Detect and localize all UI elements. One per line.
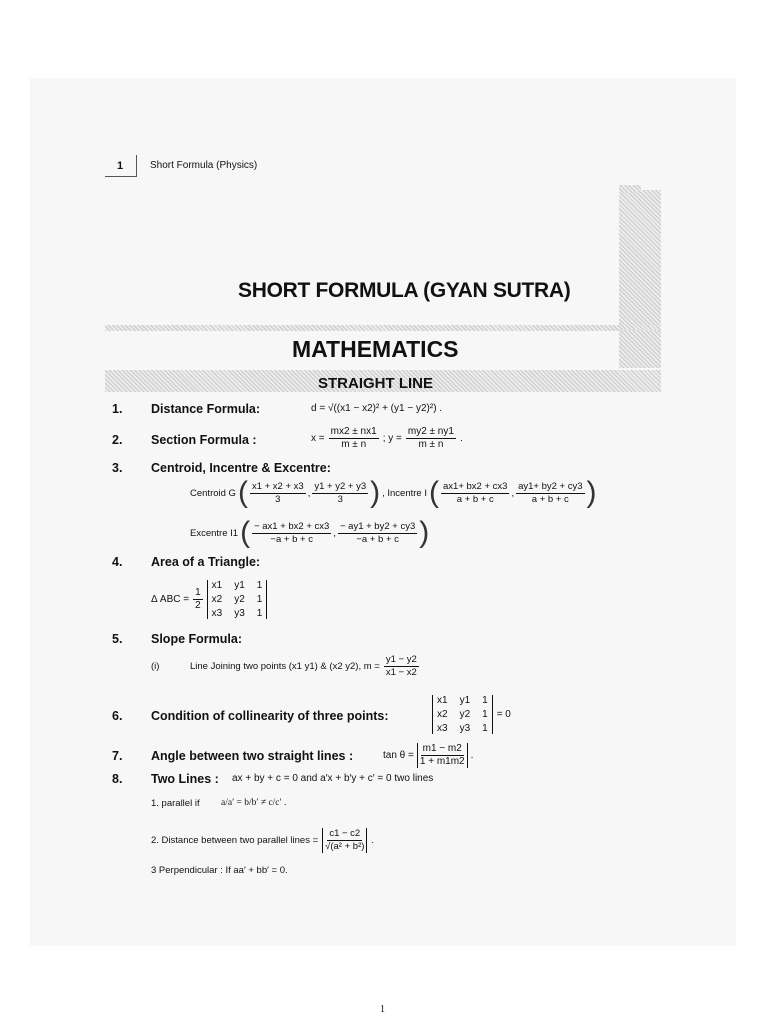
item-heading: Slope Formula: bbox=[151, 632, 242, 646]
header-divider bbox=[136, 155, 137, 177]
fraction-numerator: − ax1 + bx2 + cx3 bbox=[254, 520, 330, 532]
item-number: 7. bbox=[112, 749, 123, 763]
matrix-cell: 1 bbox=[482, 709, 488, 720]
corner-decoration bbox=[619, 185, 641, 193]
fraction-numerator: my2 ± ny1 bbox=[407, 426, 454, 437]
fraction-numerator: ay1+ by2 + cy3 bbox=[518, 480, 583, 492]
chapter-title: STRAIGHT LINE bbox=[318, 375, 433, 392]
section-separator: ; y = bbox=[382, 433, 402, 444]
fraction-numerator: c1 − c2 bbox=[329, 828, 361, 839]
area-lhs: Δ ABC = bbox=[151, 594, 190, 605]
fraction-denominator: √(a² + b²) bbox=[325, 841, 365, 852]
perpendicular-condition: 3 Perpendicular : If aa′ + bb′ = 0. bbox=[151, 865, 288, 876]
fraction-numerator: m1 − m2 bbox=[422, 743, 462, 754]
item-number: 8. bbox=[112, 772, 123, 786]
fraction-numerator: 1 bbox=[195, 587, 201, 598]
item-number: 6. bbox=[112, 709, 123, 723]
slope-sub-label: (i) bbox=[151, 661, 160, 672]
centroid-x-fraction bbox=[250, 481, 306, 506]
section-end: . bbox=[459, 433, 463, 444]
matrix-cell: 1 bbox=[482, 695, 488, 706]
fraction-numerator: mx2 ± nx1 bbox=[330, 426, 377, 437]
fraction-denominator: 1 + m1m2 bbox=[419, 756, 465, 767]
matrix-cell: y2 bbox=[234, 594, 245, 605]
area-formula bbox=[151, 580, 267, 619]
item-heading: Distance Formula: bbox=[151, 402, 261, 416]
fraction-denominator: −a + b + c bbox=[270, 533, 313, 545]
distance-parallel-fraction bbox=[322, 828, 367, 853]
item-number: 5. bbox=[112, 632, 123, 646]
item-number: 4. bbox=[112, 555, 123, 569]
matrix-cell: x1 bbox=[211, 580, 223, 591]
centroid-y-fraction bbox=[312, 481, 368, 506]
matrix-cell: 1 bbox=[256, 594, 263, 605]
centroid-label: Centroid G bbox=[190, 487, 236, 499]
incentre-label: , Incentre I bbox=[382, 487, 427, 499]
angle-fraction bbox=[417, 743, 468, 768]
centroid-incentre-formula: Centroid G ( $\frac{x1 + x2 + x3}{3}$ , $\frac{y1 + y2 + y3}{3}$ ) , Incentre I ( $\frac{ax1+ bx2 + cx3}{a + b + c}$ , $\frac{ay1+ by2 + cy3}{a + b + c}$ ) bbox=[190, 476, 597, 509]
item-number: 2. bbox=[112, 433, 123, 447]
angle-lhs: tan θ = bbox=[383, 750, 414, 761]
matrix-cell: x1 bbox=[437, 695, 448, 706]
matrix-cell: y3 bbox=[459, 723, 471, 734]
title-rule bbox=[105, 325, 661, 331]
half-fraction bbox=[193, 587, 203, 612]
distance-parallel-label: 2. Distance between two parallel lines = bbox=[151, 835, 319, 846]
fraction-numerator: x1 + x2 + x3 bbox=[251, 480, 304, 492]
item-number: 3. bbox=[112, 461, 123, 475]
matrix-cell: x2 bbox=[211, 594, 223, 605]
two-lines-text: ax + by + c = 0 and a′x + b′y + c′ = 0 two lines bbox=[232, 773, 434, 784]
fraction-denominator: 3 bbox=[337, 493, 343, 505]
distance-formula: d = √((x1 − x2)² + (y1 − y2)²) . bbox=[311, 403, 443, 414]
excentre-y-fraction bbox=[338, 521, 417, 546]
header-running-title: Short Formula (Physics) bbox=[150, 160, 258, 171]
section-y-fraction bbox=[406, 426, 456, 451]
excentre-x-fraction bbox=[252, 521, 331, 546]
item-heading: Two Lines : bbox=[151, 772, 219, 786]
fraction-denominator: 3 bbox=[275, 493, 281, 505]
slope-text: Line Joining two points (x1 y1) & (x2 y2), m = bbox=[190, 661, 380, 672]
excentre-formula: Excentre I1 ( $\frac{- ax1 + bx2 + cx3}{-a + b + c}$ , $\frac{- ay1 + by2 + cy3}{-a + b + c}$ ) bbox=[190, 516, 430, 549]
main-title: SHORT FORMULA (GYAN SUTRA) bbox=[238, 279, 571, 302]
item-heading: Section Formula : bbox=[151, 433, 257, 447]
incentre-x-fraction bbox=[441, 481, 509, 506]
slope-formula bbox=[190, 654, 419, 679]
slope-fraction bbox=[384, 654, 419, 679]
area-determinant bbox=[207, 580, 268, 619]
incentre-y-fraction bbox=[516, 481, 584, 506]
footer-page-number: 1 bbox=[380, 1004, 385, 1015]
fraction-denominator: 2 bbox=[195, 600, 201, 611]
section-x-lhs: x = bbox=[311, 433, 325, 444]
fraction-denominator: m ± n bbox=[418, 439, 444, 450]
corner-decoration bbox=[619, 190, 661, 328]
fraction-numerator: y1 − y2 bbox=[385, 654, 417, 665]
matrix-cell: y1 bbox=[234, 580, 245, 591]
matrix-cell: y2 bbox=[459, 709, 471, 720]
fraction-numerator: y1 + y2 + y3 bbox=[314, 480, 367, 492]
fraction-denominator: a + b + c bbox=[531, 493, 569, 505]
section-formula bbox=[311, 426, 463, 451]
matrix-cell: y3 bbox=[234, 608, 245, 619]
parallel-condition: a/a′ = b/b′ ≠ c/c′ . bbox=[221, 798, 287, 808]
fraction-denominator: a + b + c bbox=[456, 493, 494, 505]
fraction-denominator: m ± n bbox=[341, 439, 367, 450]
fraction-denominator: x1 − x2 bbox=[385, 667, 417, 678]
matrix-cell: 1 bbox=[482, 723, 488, 734]
item-heading: Centroid, Incentre & Excentre: bbox=[151, 461, 331, 475]
excentre-label: Excentre I1 bbox=[190, 527, 239, 539]
matrix-cell: y1 bbox=[459, 695, 471, 706]
fraction-numerator: ax1+ bx2 + cx3 bbox=[443, 480, 508, 492]
fraction-denominator: −a + b + c bbox=[356, 533, 399, 545]
matrix-cell: 1 bbox=[256, 580, 263, 591]
distance-parallel-formula: 2. Distance between two parallel lines = $\frac{c1 - c2}{\text{√(a² + b²)}}$ . bbox=[151, 828, 375, 852]
collinearity-rhs: = 0 bbox=[496, 709, 511, 720]
matrix-cell: 1 bbox=[256, 608, 263, 619]
parallel-label: 1. parallel if bbox=[151, 798, 200, 809]
title-band bbox=[619, 330, 661, 368]
item-number: 1. bbox=[112, 402, 123, 416]
subject-title: MATHEMATICS bbox=[292, 336, 459, 362]
angle-formula: tan θ = $\frac{m1 - m2}{1 + m1m2}$ . bbox=[383, 743, 474, 767]
item-heading: Condition of collinearity of three points: bbox=[151, 709, 389, 723]
header-underline bbox=[105, 176, 137, 177]
matrix-cell: x3 bbox=[437, 723, 448, 734]
fraction-numerator: − ay1 + by2 + cy3 bbox=[339, 520, 416, 532]
matrix-cell: x2 bbox=[437, 709, 448, 720]
collinearity-determinant bbox=[432, 695, 493, 734]
item-heading: Angle between two straight lines : bbox=[151, 749, 354, 763]
matrix-cell: x3 bbox=[211, 608, 223, 619]
collinearity-formula bbox=[432, 695, 511, 734]
header-page-number: 1 bbox=[117, 160, 124, 172]
item-heading: Area of a Triangle: bbox=[151, 555, 261, 569]
section-x-fraction bbox=[329, 426, 379, 451]
